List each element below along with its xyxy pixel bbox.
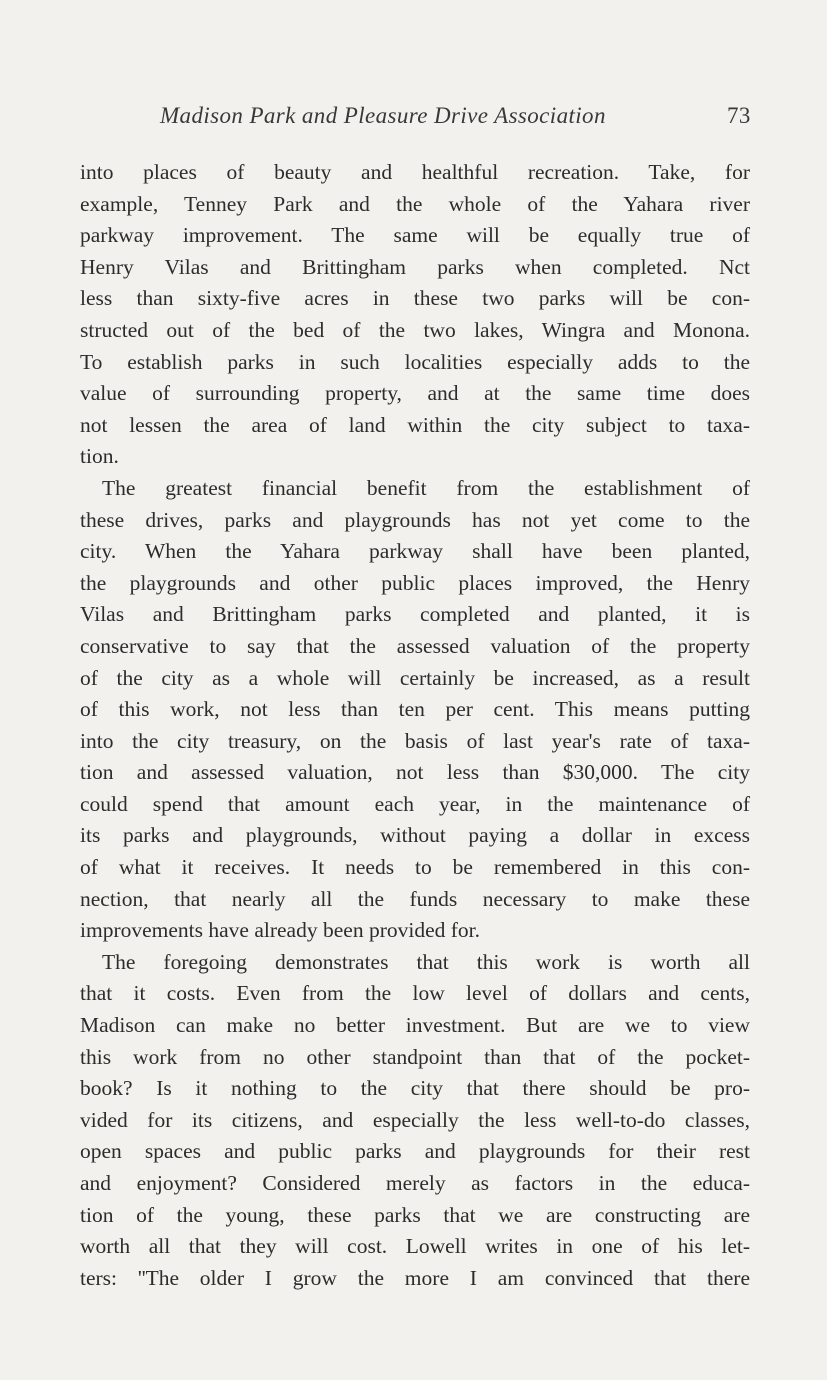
text-line: nection, that nearly all the funds necessary to make these <box>80 886 750 911</box>
text-line: its parks and playgrounds, without paying a dollar in excess <box>80 823 750 848</box>
text-line: vided for its citizens, and especially the less well-to-do classes, <box>80 1107 750 1132</box>
text-line: of the city as a whole will certainly be increased, as a result <box>80 665 750 690</box>
text-line: less than sixty-five acres in these two parks will be con- <box>80 286 750 311</box>
text-line: the playgrounds and other public places improved, the Henry <box>80 570 750 595</box>
text-line: worth all that they will cost. Lowell writes in one of his let- <box>80 1234 750 1259</box>
running-title: Madison Park and Pleasure Drive Association <box>160 103 606 128</box>
text-line: improvements have already been provided for. <box>80 918 480 943</box>
text-line: parkway improvement. The same will be equally true of <box>80 223 750 248</box>
text-line: example, Tenney Park and the whole of the Yahara river <box>80 191 750 216</box>
text-line: this work from no other standpoint than that of the pocket- <box>80 1044 750 1069</box>
text-line: into places of beauty and healthful recreation. Take, for <box>80 160 750 184</box>
text-line: structed out of the bed of the two lakes, Wingra and Monona. <box>80 317 750 342</box>
text-line: city. When the Yahara parkway shall have been planted, <box>80 539 750 564</box>
text-line: tion and assessed valuation, not less than $30,000. The city <box>80 760 750 785</box>
paragraph-2 <box>80 473 750 947</box>
paragraph-3 <box>80 947 750 1295</box>
text-line: of what it receives. It needs to be remembered in this con- <box>80 855 750 880</box>
page-number: 73 <box>727 103 751 128</box>
text-line: value of surrounding property, and at the same time does <box>80 381 750 406</box>
text-line: and enjoyment? Considered merely as factors in the educa- <box>80 1171 750 1195</box>
body-text <box>80 157 750 1294</box>
text-line: Henry Vilas and Brittingham parks when completed. Nct <box>80 254 750 279</box>
text-line: To establish parks in such localities especially adds to the <box>80 349 750 374</box>
text-line: conservative to say that the assessed valuation of the property <box>80 633 750 658</box>
text-line: into the city treasury, on the basis of last year's rate of taxa- <box>80 728 750 753</box>
text-line: of this work, not less than ten per cent. This means putting <box>80 697 750 722</box>
text-line: open spaces and public parks and playgrounds for their rest <box>80 1139 750 1164</box>
text-line: ters: ''The older I grow the more I am convinced that there <box>80 1265 750 1290</box>
text-line: could spend that amount each year, in the maintenance of <box>80 791 750 816</box>
text-line: that it costs. Even from the low level of dollars and cents, <box>80 981 750 1006</box>
text-line: The foregoing demonstrates that this work is worth all <box>102 949 750 974</box>
paragraph-1 <box>80 157 750 473</box>
text-line: tion. <box>80 444 119 469</box>
text-line: tion of the young, these parks that we are constructing are <box>80 1202 750 1227</box>
text-line: not lessen the area of land within the city subject to taxa- <box>80 412 750 437</box>
running-header <box>160 103 760 137</box>
text-line: these drives, parks and playgrounds has not yet come to the <box>80 507 750 532</box>
text-line: Vilas and Brittingham parks completed and planted, it is <box>80 602 750 627</box>
text-line: book? Is it nothing to the city that there should be pro- <box>80 1076 750 1101</box>
text-line: The greatest financial benefit from the establishment of <box>102 475 750 500</box>
text-line: Madison can make no better investment. But are we to view <box>80 1013 750 1038</box>
